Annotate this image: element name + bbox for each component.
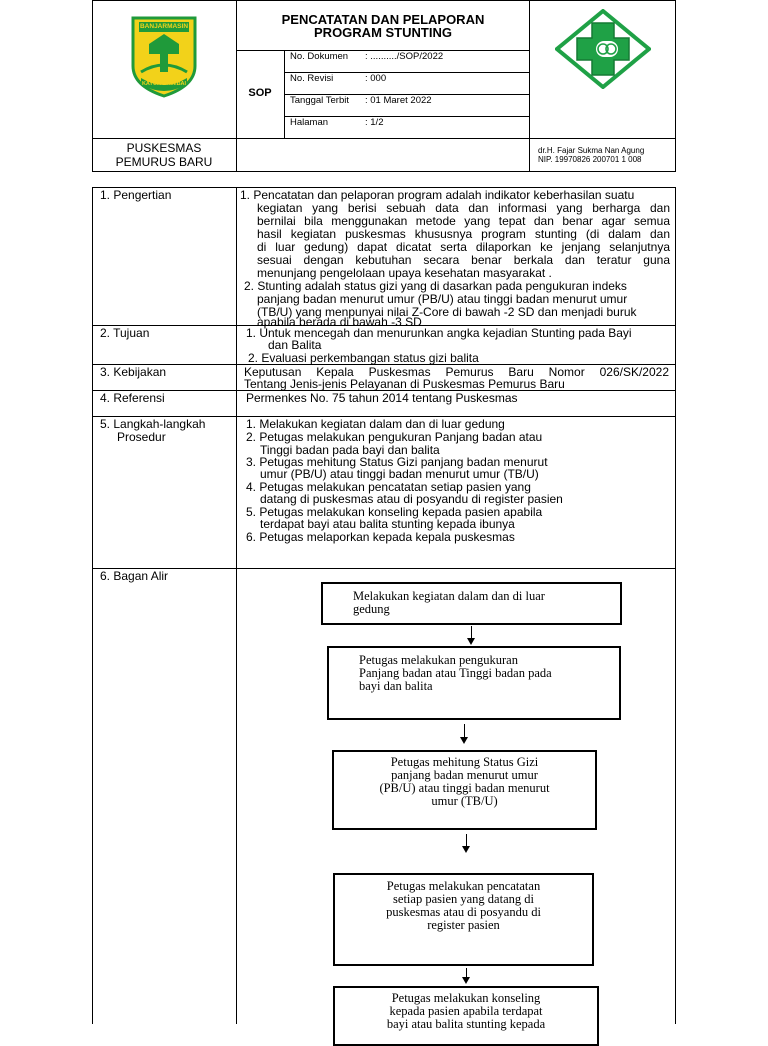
flow-step-text: Melakukan kegiatan dalam dan di luar bbox=[353, 589, 545, 603]
kebijakan-line: Keputusan Kepala Puskesmas Pemurus Baru Nomor 026/SK/2022 bbox=[244, 365, 669, 379]
logo-text-bottom: KAYUH BAIMBAI bbox=[141, 81, 187, 87]
banjarmasin-logo bbox=[129, 14, 199, 98]
revision-label: No. Revisi bbox=[290, 73, 334, 84]
referensi-line: Permenkes No. 75 tahun 2014 tentang Puskesmas bbox=[246, 391, 518, 405]
doc-number-value: : ........../SOP/2022 bbox=[365, 51, 444, 62]
section-label-referensi: 4. Referensi bbox=[100, 391, 165, 405]
page-value: : 1/2 bbox=[365, 117, 384, 128]
org-name-line2: PEMURUS BARU bbox=[115, 155, 213, 169]
section-label-prosedur-2: Prosedur bbox=[117, 430, 166, 444]
flow-step-text: (PB/U) atau tinggi badan menurut bbox=[379, 781, 550, 795]
prosedur-step: datang di puskesmas atau di posyandu di register pasien bbox=[260, 492, 563, 506]
flow-step-text: gedung bbox=[353, 602, 390, 616]
issue-date-value: : 01 Maret 2022 bbox=[365, 95, 432, 106]
flow-step-text: bayi atau balita stunting kepada bbox=[386, 1017, 546, 1031]
tujuan-line: dan Balita bbox=[268, 338, 322, 352]
flow-step-4 bbox=[333, 873, 594, 966]
flow-step-text: bayi dan balita bbox=[359, 679, 433, 693]
pengertian-line: bernilai bila menggunakan metode yang tepat dan benar agar semua bbox=[257, 214, 670, 228]
flow-arrow bbox=[464, 724, 465, 738]
flow-step-text: Petugas melakukan pengukuran bbox=[359, 653, 518, 667]
section-label-tujuan: 2. Tujuan bbox=[100, 326, 150, 340]
tujuan-line: 2. Evaluasi perkembangan status gizi balita bbox=[248, 351, 479, 365]
prosedur-step: 5. Petugas melakukan konseling kepada pasien apabila bbox=[246, 505, 543, 519]
pengertian-line: di luar gedung) dapat dicatat serta dilaporkan ke jenjang selanjutnya bbox=[257, 240, 670, 254]
flow-step-text: puskesmas atau di posyandu di bbox=[386, 905, 541, 919]
revision-value: : 000 bbox=[365, 73, 387, 84]
flow-arrow bbox=[466, 968, 467, 978]
flow-step-text: Petugas mehitung Status Gizi bbox=[390, 755, 539, 769]
pengertian-line: menunjang pengelolaan upaya kesehatan masyarakat . bbox=[257, 266, 552, 280]
logo-text-top: BANJARMASIN bbox=[139, 23, 189, 30]
section-label-bagan-alir: 6. Bagan Alir bbox=[100, 569, 169, 583]
sop-label: SOP bbox=[248, 87, 272, 99]
flow-step-3 bbox=[332, 750, 597, 830]
signer-name: dr.H. Fajar Sukma Nan Agung bbox=[538, 146, 645, 155]
section-label-pengertian: 1. Pengertian bbox=[100, 188, 172, 202]
prosedur-step: 1. Melakukan kegiatan dalam dan di luar gedung bbox=[246, 417, 505, 431]
prosedur-step: 2. Petugas melakukan pengukuran Panjang badan atau bbox=[246, 430, 543, 444]
flow-step-text: register pasien bbox=[427, 918, 500, 932]
pengertian-line: panjang badan menurut umur (PB/U) atau tinggi badan menurut umur bbox=[257, 292, 628, 306]
pengertian-line: 2. Stunting adalah status gizi yang di dasarkan pada pengukuran indeks bbox=[244, 279, 627, 293]
flow-step-1 bbox=[321, 582, 622, 625]
prosedur-step: 6. Petugas melaporkan kepada kepala puskesmas bbox=[246, 530, 515, 544]
flow-step-text: setiap pasien yang datang di bbox=[393, 892, 534, 906]
flow-step-text: umur (TB/U) bbox=[431, 794, 498, 808]
pengertian-line: apabila berada di bawah -3 SD bbox=[257, 315, 422, 329]
pengertian-line: 1. Pencatatan dan pelaporan program adalah indikator keberhasilan suatu bbox=[240, 188, 635, 202]
flow-arrow bbox=[466, 834, 467, 847]
prosedur-step: Tinggi badan pada bayi dan balita bbox=[260, 443, 440, 457]
section-label-prosedur: 5. Langkah-langkah bbox=[100, 417, 206, 431]
prosedur-step: terdapat bayi atau balita stunting kepada ibunya bbox=[260, 517, 515, 531]
page-label: Halaman bbox=[290, 117, 329, 128]
flow-step-text: Petugas melakukan konseling bbox=[391, 991, 541, 1005]
prosedur-step: umur (PB/U) atau tinggi badan menurut umur (TB/U) bbox=[260, 467, 539, 481]
org-name-line1: PUSKESMAS bbox=[126, 141, 202, 155]
pengertian-line: kegiatan yang berisi sebuah data dan informasi yang berharga dan bbox=[257, 201, 670, 215]
flow-step-2 bbox=[327, 646, 621, 720]
flow-step-text: Panjang badan atau Tinggi badan pada bbox=[359, 666, 552, 680]
document-title-line1: PENCATATAN DAN PELAPORAN bbox=[281, 12, 485, 27]
prosedur-step: 3. Petugas mehitung Status Gizi panjang badan menurut bbox=[246, 455, 548, 469]
doc-number-label: No. Dokumen bbox=[290, 51, 349, 62]
flow-arrow bbox=[471, 626, 472, 639]
section-label-kebijakan: 3. Kebijakan bbox=[100, 365, 167, 379]
tujuan-line: 1. Untuk mencegah dan menurunkan angka kejadian Stunting pada Bayi bbox=[246, 326, 632, 340]
pengertian-line: sesuai dengan kebutuhan secara benar berkala dan teratur guna bbox=[257, 253, 670, 267]
prosedur-step: 4. Petugas melakukan pencatatan setiap pasien yang bbox=[246, 480, 531, 494]
flow-step-text: panjang badan menurut umur bbox=[391, 768, 538, 782]
kebijakan-line: Tentang Jenis-jenis Pelayanan di Puskesmas Pemurus Baru bbox=[244, 377, 565, 391]
flow-step-text: kepada pasien apabila terdapat bbox=[389, 1004, 543, 1018]
puskesmas-cross-logo bbox=[555, 9, 651, 89]
issue-date-label: Tanggal Terbit bbox=[290, 95, 349, 106]
document-title-line2: PROGRAM STUNTING bbox=[314, 25, 452, 40]
flow-step-text: Petugas melakukan pencatatan bbox=[386, 879, 541, 893]
pengertian-line: hasil kegiatan puskesmas khususnya program stunting (di dalam dan bbox=[257, 227, 670, 241]
signer-nip: NIP. 19970826 200701 1 008 bbox=[538, 155, 642, 164]
pengertian-line: (TB/U) yang menpunyai nilai Z-Core di bawah -2 SD dan menjadi buruk bbox=[257, 305, 637, 319]
flow-step-5 bbox=[333, 986, 599, 1046]
